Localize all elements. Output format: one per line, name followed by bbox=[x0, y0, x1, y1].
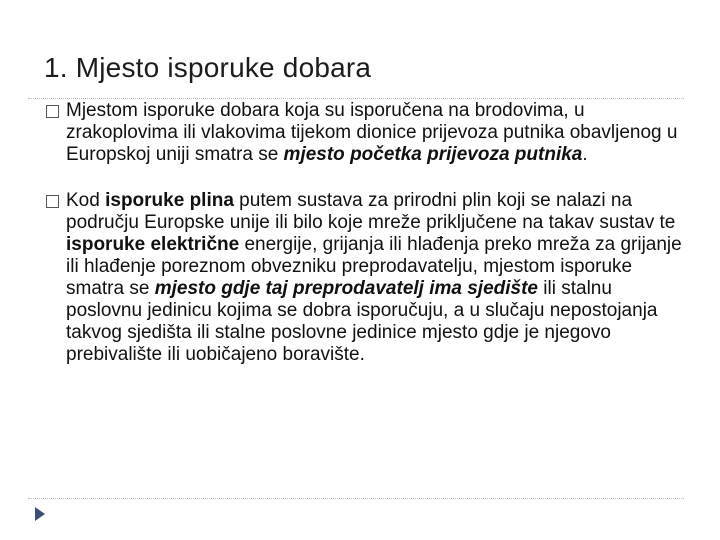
square-bullet-icon bbox=[46, 105, 59, 118]
bullet-item bbox=[44, 100, 692, 166]
bullet-text-segment: energije, grijanja ili hlađenja preko mreža za grijanje ili hlađenje poreznom obvezniku preprodavatelju, mjestom isporuke smatra se bbox=[66, 234, 682, 299]
bullet-text-segment: putem sustava za prirodni plin koji se nalazi na području Europske unije ili bilo koje mreže priključene na takav sustav te bbox=[66, 190, 676, 233]
slide-title: 1. Mjesto isporuke dobara bbox=[44, 52, 372, 83]
bullet-text-bold: isporuke plina bbox=[105, 190, 234, 211]
bullet-text-segment: Kod bbox=[66, 190, 106, 211]
bullet-text-segment: . bbox=[582, 144, 588, 165]
bullet-text-segment: Mjestom isporuke dobara koja su isporučena na brodovima, u zrakoplovima ili vlakovima tijekom dionice prijevoza putnika obavljenog u Europskoj uniji smatra se bbox=[66, 100, 678, 165]
bullet-text-bold: isporuke električne bbox=[66, 234, 240, 255]
bullet-item bbox=[44, 190, 692, 366]
footer-divider bbox=[28, 498, 684, 499]
bullet-text-emphasis: mjesto početka prijevoza putnika bbox=[283, 144, 583, 165]
bullet-text bbox=[66, 100, 677, 165]
bullet-list bbox=[44, 100, 692, 366]
square-bullet-icon bbox=[46, 195, 59, 208]
title-divider bbox=[28, 98, 684, 99]
triangle-nav-icon[interactable] bbox=[34, 506, 46, 522]
bullet-text-emphasis: mjesto gdje taj preprodavatelj ima sjedište bbox=[154, 278, 538, 299]
bullet-text bbox=[66, 190, 682, 365]
bullet-text-segment: ili stalnu poslovnu jedinicu kojima se dobra isporučuju, a u slučaju nepostojanja takvog sjedišta ili stalne poslovne jedinice mjesto gdje je njegovo prebivalište ili uobičajeno boravište. bbox=[66, 278, 658, 365]
